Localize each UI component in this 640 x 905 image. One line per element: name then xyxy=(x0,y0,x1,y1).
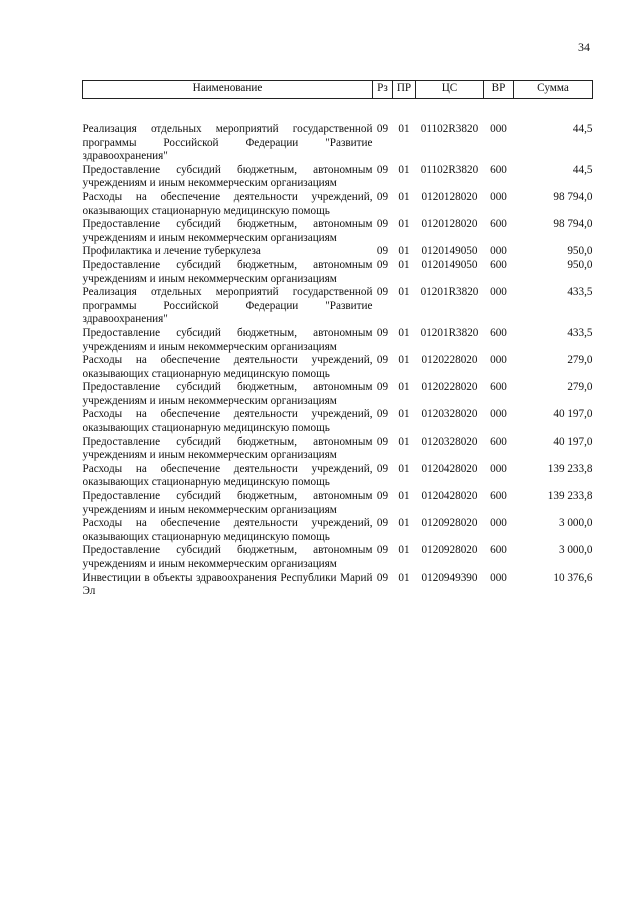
cell-sum: 44,5 xyxy=(572,123,593,135)
cell-pr: 01 xyxy=(398,544,410,557)
cell-vr: 000 xyxy=(490,286,507,299)
cell-cs: 0120128020 xyxy=(421,218,478,231)
table-row xyxy=(83,517,593,544)
table-row xyxy=(83,463,593,490)
cell-name: Предоставление субсидий бюджетным, автономным учреждениям и иным некоммерческим организациям xyxy=(82,218,373,244)
table-row xyxy=(83,490,593,517)
cell-rz: 09 xyxy=(376,163,389,176)
cell-sum: 10 376,6 xyxy=(553,571,593,584)
table-row xyxy=(83,327,593,354)
header-name: Наименование xyxy=(83,81,373,99)
cell-cs: 0120128020 xyxy=(421,190,478,203)
cell-rz: 09 xyxy=(376,190,389,203)
cell-cs: 0120949390 xyxy=(421,571,478,584)
cell-sum: 139 233,8 xyxy=(547,490,593,503)
cell-name: Инвестиции в объекты здравоохранения Республики Марий Эл xyxy=(82,571,373,598)
cell-rz: 09 xyxy=(376,286,389,299)
cell-sum: 279,0 xyxy=(567,381,593,394)
cell-pr: 01 xyxy=(398,286,410,299)
cell-name: Предоставление субсидий бюджетным, автономным учреждениям и иным некоммерческим организациям xyxy=(82,544,373,570)
cell-pr: 01 xyxy=(398,245,410,258)
cell-pr: 01 xyxy=(398,163,410,176)
cell-vr: 600 xyxy=(490,435,507,448)
cell-cs: 0120928020 xyxy=(421,544,478,557)
cell-sum: 139 233,8 xyxy=(547,462,593,475)
cell-name: Расходы на обеспечение деятельности учреждений, оказывающих стационарную медицинскую помощь xyxy=(82,354,373,380)
cell-name: Расходы на обеспечение деятельности учреждений, оказывающих стационарную медицинскую помощь xyxy=(82,517,373,543)
cell-name: Предоставление субсидий бюджетным, автономным учреждениям и иным некоммерческим организациям xyxy=(82,258,373,285)
cell-cs: 0120228020 xyxy=(421,354,478,367)
cell-name: Предоставление субсидий бюджетным, автономным учреждениям и иным некоммерческим организациям xyxy=(82,490,373,516)
cell-pr: 01 xyxy=(398,258,410,271)
cell-sum: 433,5 xyxy=(567,326,593,339)
header-pr: ПР xyxy=(393,81,416,99)
cell-cs: 0120428020 xyxy=(421,462,478,475)
cell-vr: 600 xyxy=(490,544,507,557)
cell-pr: 01 xyxy=(398,123,410,135)
cell-pr: 01 xyxy=(398,490,410,503)
cell-sum: 98 794,0 xyxy=(553,218,593,231)
cell-vr: 000 xyxy=(490,245,507,258)
cell-vr: 600 xyxy=(490,163,507,176)
table-row xyxy=(83,191,593,218)
cell-pr: 01 xyxy=(398,354,410,367)
cell-name: Расходы на обеспечение деятельности учреждений, оказывающих стационарную медицинскую помощь xyxy=(82,190,373,217)
cell-vr: 000 xyxy=(490,408,507,421)
cell-pr: 01 xyxy=(398,435,410,448)
cell-name: Предоставление субсидий бюджетным, автономным учреждениям и иным некоммерческим организациям xyxy=(82,435,373,462)
cell-name: Расходы на обеспечение деятельности учреждений, оказывающих стационарную медицинскую помощь xyxy=(82,408,373,435)
cell-cs: 01201R3820 xyxy=(420,286,479,299)
table-row xyxy=(83,354,593,381)
cell-rz: 09 xyxy=(376,354,389,367)
cell-vr: 600 xyxy=(490,326,507,339)
cell-rz: 09 xyxy=(376,326,389,339)
cell-pr: 01 xyxy=(398,408,410,421)
cell-rz: 09 xyxy=(376,123,389,135)
table-row xyxy=(83,436,593,463)
cell-vr: 600 xyxy=(490,218,507,231)
cell-cs: 0120149050 xyxy=(421,245,478,258)
cell-cs: 01102R3820 xyxy=(420,123,479,135)
cell-name: Предоставление субсидий бюджетным, автономным учреждениям и иным некоммерческим организациям xyxy=(82,163,373,190)
cell-sum: 98 794,0 xyxy=(553,190,593,203)
header-vr: ВР xyxy=(484,81,514,99)
cell-cs: 0120328020 xyxy=(421,408,478,421)
budget-table xyxy=(82,80,593,599)
cell-name: Предоставление субсидий бюджетным, автономным учреждениям и иным некоммерческим организациям xyxy=(82,381,373,407)
table-row xyxy=(83,572,593,599)
cell-pr: 01 xyxy=(398,462,410,475)
cell-vr: 000 xyxy=(490,190,507,203)
page-number: 34 xyxy=(578,40,590,54)
cell-vr: 000 xyxy=(490,517,507,530)
cell-sum: 433,5 xyxy=(567,286,593,299)
cell-rz: 09 xyxy=(376,435,389,448)
cell-rz: 09 xyxy=(376,544,389,557)
cell-sum: 3 000,0 xyxy=(558,544,593,557)
cell-rz: 09 xyxy=(376,258,389,271)
header-rz: Рз xyxy=(373,81,393,99)
table-row xyxy=(83,164,593,191)
table-body xyxy=(83,99,593,599)
cell-rz: 09 xyxy=(376,462,389,475)
cell-vr: 000 xyxy=(490,123,507,135)
cell-pr: 01 xyxy=(398,381,410,394)
cell-vr: 000 xyxy=(490,354,507,367)
cell-pr: 01 xyxy=(398,326,410,339)
cell-rz: 09 xyxy=(376,408,389,421)
cell-cs: 0120928020 xyxy=(421,517,478,530)
cell-sum: 44,5 xyxy=(572,163,593,176)
cell-name: Профилактика и лечение туберкулеза xyxy=(82,245,261,258)
cell-cs: 01201R3820 xyxy=(420,326,479,339)
cell-cs: 0120149050 xyxy=(421,258,478,271)
cell-pr: 01 xyxy=(398,218,410,231)
cell-sum: 3 000,0 xyxy=(558,517,593,530)
table-row xyxy=(83,218,593,245)
cell-pr: 01 xyxy=(398,571,410,584)
cell-rz: 09 xyxy=(376,517,389,530)
cell-pr: 01 xyxy=(398,517,410,530)
cell-name: Реализация отдельных мероприятий государственной программы Российской Федерации "Развитие здравоохранения" xyxy=(82,286,373,326)
cell-rz: 09 xyxy=(376,381,389,394)
cell-sum: 950,0 xyxy=(567,245,593,258)
cell-sum: 40 197,0 xyxy=(553,435,593,448)
cell-vr: 000 xyxy=(490,571,507,584)
cell-sum: 279,0 xyxy=(567,354,593,367)
header-sum: Сумма xyxy=(514,81,593,99)
table-row xyxy=(83,544,593,571)
cell-rz: 09 xyxy=(376,490,389,503)
cell-vr: 600 xyxy=(490,381,507,394)
cell-vr: 600 xyxy=(490,490,507,503)
cell-sum: 950,0 xyxy=(567,258,593,271)
cell-name: Реализация отдельных мероприятий государственной программы Российской Федерации "Развитие здравоохранения" xyxy=(82,123,373,163)
table-row xyxy=(83,381,593,408)
table-row xyxy=(83,99,593,164)
cell-sum: 40 197,0 xyxy=(553,408,593,421)
table-row xyxy=(83,286,593,327)
cell-vr: 000 xyxy=(490,462,507,475)
table-header xyxy=(83,81,593,99)
table-row xyxy=(83,259,593,286)
cell-vr: 600 xyxy=(490,258,507,271)
table-row xyxy=(83,245,593,259)
cell-pr: 01 xyxy=(398,190,410,203)
header-cs: ЦС xyxy=(416,81,484,99)
cell-name: Предоставление субсидий бюджетным, автономным учреждениям и иным некоммерческим организациям xyxy=(82,326,373,353)
cell-rz: 09 xyxy=(376,218,389,231)
table-row xyxy=(83,408,593,435)
cell-name: Расходы на обеспечение деятельности учреждений, оказывающих стационарную медицинскую помощь xyxy=(82,462,373,489)
cell-rz: 09 xyxy=(376,245,389,258)
cell-cs: 0120228020 xyxy=(421,381,478,394)
cell-cs: 0120328020 xyxy=(421,435,478,448)
cell-cs: 01102R3820 xyxy=(420,163,479,176)
cell-rz: 09 xyxy=(376,571,389,584)
cell-cs: 0120428020 xyxy=(421,490,478,503)
